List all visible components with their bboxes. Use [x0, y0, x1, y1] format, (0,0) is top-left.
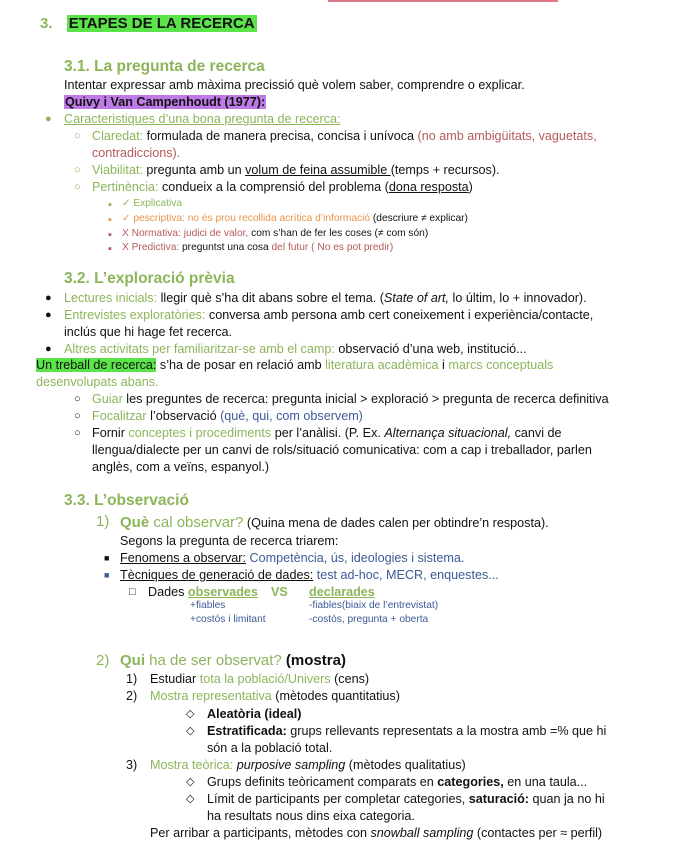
item1-line: Estudiar tota la població/Univers (cens)	[150, 672, 370, 686]
q1-number: 1)	[96, 513, 110, 530]
fornir-line: Fornir conceptes i procediments per l’anàlisi. (P. Ex. Alternança situacional, canvi de	[92, 426, 562, 440]
fornir-cont-2: anglès, com a veïns, espanyol.)	[92, 460, 270, 474]
declarades-label: declarades	[309, 585, 375, 599]
claredat-cont: contradiccions).	[92, 146, 181, 160]
diamond-bullet-icon: ◇	[186, 793, 195, 805]
limit-line: Límit de participants per completar categories, saturació: quan ja no hi	[207, 792, 605, 806]
q2-number: 2)	[96, 652, 110, 669]
item1-number: 1)	[126, 672, 138, 686]
treball-line: Un treball de recerca: s’ha de posar en relació amb literatura acadèmica i marcs conceptuals	[36, 358, 554, 372]
item2-number: 2)	[126, 689, 138, 703]
q2-line: Qui ha de ser observat? (mostra)	[120, 652, 346, 669]
item3-line: Mostra teòrica: purposive sampling (mètodes qualitatius)	[150, 758, 466, 772]
section-number: 3.	[40, 15, 53, 32]
entrevistes-line: Entrevistes exploratòries: conversa amb persona amb cert coneixement i experiència/contacte,	[64, 308, 594, 322]
pertinencia-line: Pertinència: condueix a la comprensió del problema (dona resposta)	[92, 180, 473, 194]
limit-cont: ha resultats nous dins eixa categoria.	[207, 809, 415, 823]
circle-bullet-icon: ○	[74, 427, 81, 439]
square-bullet-icon: ▪	[108, 229, 112, 241]
treball-cont: desenvolupats abans.	[36, 375, 159, 389]
lectures-line: Lectures inicials: llegir què s’ha dit abans sobre el tema. (State of art, lo últim, lo + innovador).	[64, 291, 587, 305]
claredat-line: Claredat: formulada de manera precisa, concisa i unívoca (no amb ambigüitats, vaguetats,	[92, 129, 597, 143]
circle-bullet-icon: ○	[74, 130, 81, 142]
viabilitat-line: Viabilitat: pregunta amb un volum de feina assumible (temps + recursos).	[92, 163, 500, 177]
diamond-bullet-icon: ◇	[186, 776, 195, 788]
bullet-icon: ●	[45, 343, 52, 355]
circle-bullet-icon: ○	[74, 164, 81, 176]
bullet-icon: ●	[45, 309, 52, 321]
circle-bullet-icon: ○	[74, 181, 81, 193]
square-bullet-icon: ▪	[108, 243, 112, 255]
aleatoria-label: Aleatòria (ideal)	[207, 707, 302, 721]
square-bullet-icon: ▪	[108, 199, 112, 211]
sub-normativa: X Normativa: judici de valor, com s’han de fer les coses (≠ com són)	[122, 228, 429, 239]
intro-text: Intentar expressar amb màxima precissió què volem saber, comprendre o explicar.	[64, 78, 525, 92]
checkbox-icon: □	[129, 586, 136, 598]
tecniques-line: Tècniques de generació de dades: test ad-hoc, MECR, enquestes...	[120, 568, 499, 582]
item2-line: Mostra representativa (mètodes quantitatius)	[150, 689, 400, 703]
fenomens-line: Fenomens a observar: Competència, ús, ideologies i sistema.	[120, 551, 465, 565]
focalitzar-line: Focalitzar l’observació (què, qui, com observem)	[92, 409, 363, 423]
bullet-icon: ●	[45, 292, 52, 304]
diamond-bullet-icon: ◇	[186, 708, 195, 720]
square-bullet-icon: ■	[104, 570, 110, 580]
fornir-cont-1: llengua/dialecte per un canvi de rols/situació comunicativa: com a cap i treballador, parlen	[92, 443, 592, 457]
estratificada-cont: són a la població total.	[207, 741, 333, 755]
heading-3-1: 3.1. La pregunta de recerca	[64, 58, 265, 75]
arribar-line: Per arribar a participants, mètodes con snowball sampling (contactes per ≈ perfil)	[150, 826, 603, 840]
square-bullet-icon: ■	[104, 553, 110, 563]
estratificada-line: Estratificada: grups rellevants representats a la mostra amb =% que hi	[207, 724, 607, 738]
circle-bullet-icon: ○	[74, 393, 81, 405]
sub-explicativa: ✓ Explicativa	[122, 198, 183, 209]
item3-number: 3)	[126, 758, 138, 772]
square-bullet-icon: ▪	[108, 214, 112, 226]
diamond-bullet-icon: ◇	[186, 725, 195, 737]
entrevistes-cont: inclús que hi hage fet recerca.	[64, 325, 233, 339]
guiar-line: Guiar les preguntes de recerca: pregunta inicial > exploració > pregunta de recerca definitiva	[92, 392, 609, 406]
declarades-con: -costós, pregunta + oberta	[309, 614, 429, 625]
vs-label: VS	[271, 585, 288, 599]
altres-line: Altres activitats per familiaritzar-se amb el camp: observació d’una web, institució...	[64, 342, 527, 356]
section-heading	[40, 14, 257, 34]
sub-predictiva: X Predictiva: preguntst una cosa del futur ( No es pot predir)	[122, 242, 394, 253]
author-ref: Quivy i Van Campenhoudt (1977):	[65, 95, 266, 109]
bullet-icon: ●	[45, 113, 52, 125]
heading-3-3: 3.3. L’observació	[64, 492, 189, 509]
q1-line: Què cal observar? (Quina mena de dades calen per obtindre’n resposta).	[120, 514, 549, 531]
observades-pro: +fiables	[190, 600, 226, 611]
characteristics-title: Caracteristiques d’una bona pregunta de recerca:	[64, 112, 341, 126]
circle-bullet-icon: ○	[74, 410, 81, 422]
q1-sub: Segons la pregunta de recerca triarem:	[120, 534, 339, 548]
section-title: ETAPES DE LA RECERCA	[68, 15, 255, 32]
dades-line: Dades observades	[148, 585, 258, 599]
grups-line: Grups definits teòricament comparats en categories, en una taula...	[207, 775, 588, 789]
observades-con: +costós i limitant	[190, 614, 266, 625]
heading-3-2: 3.2. L’exploració prèvia	[64, 270, 235, 287]
declarades-pro: -fiables(biaix de l’entrevistat)	[309, 600, 439, 611]
sub-descriptiva: ✓ pescriptiva: no és prou recollida acrítica d’informació (descriure ≠ explicar)	[122, 213, 468, 224]
top-border-line	[328, 0, 558, 2]
